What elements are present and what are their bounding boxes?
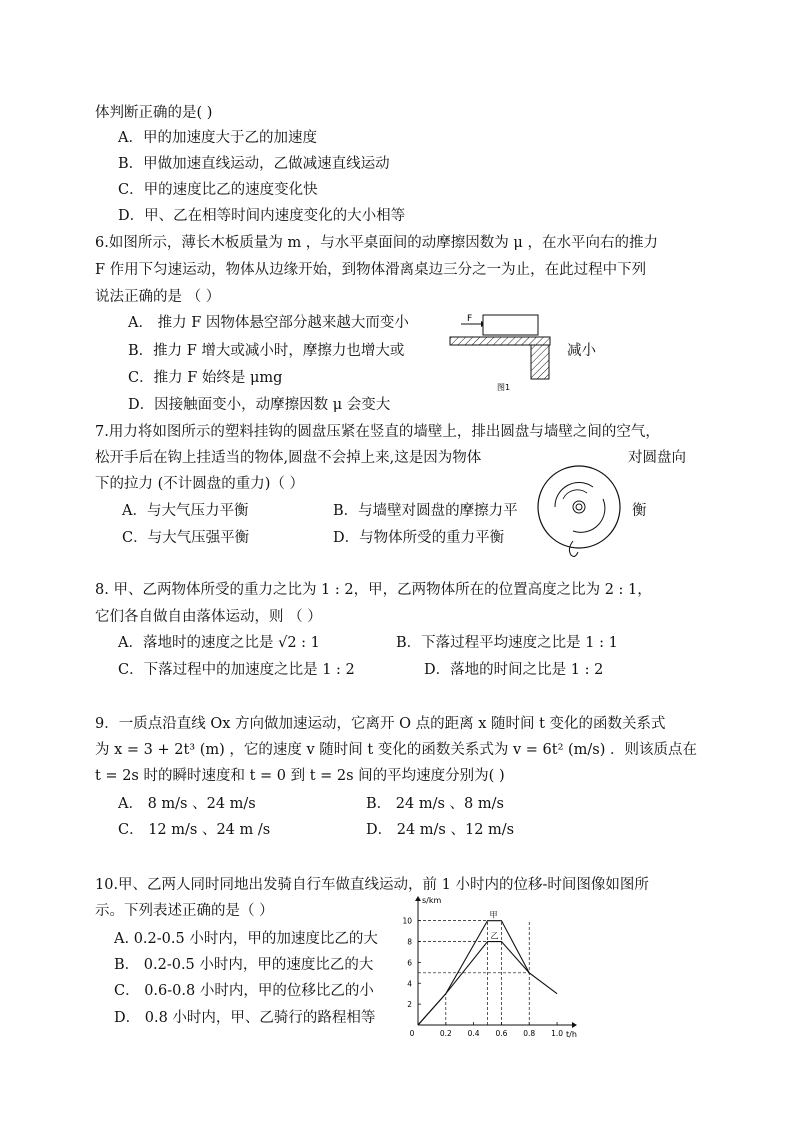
q6-figure <box>445 308 565 398</box>
q10-option-d: D． 0.8 小时内，甲、乙骑行的路程相等 <box>114 1010 376 1026</box>
q10-stem-line-2: 示。下列表述正确的是（ ） <box>95 903 274 919</box>
q8-stem-line-1: 8. 甲、乙两物体所受的重力之比为 1 : 2，甲，乙两物体所在的位置高度之比为 2 : 1， <box>95 582 652 598</box>
q8-option-a: A．落地时的速度之比是 √2 : 1 <box>118 635 320 651</box>
y-tick-label: 10 <box>402 916 412 926</box>
q6-option-b: B．推力 F 增大或减小时，摩擦力也增大或 <box>128 343 405 359</box>
q9-stem-line-3: t = 2s 时的瞬时速度和 t = 0 到 t = 2s 间的平均速度分别为( ) <box>95 768 505 784</box>
q7-stem-line-2b: 对圆盘向 <box>628 450 686 466</box>
q8-stem-line-2: 它们各自做自由落体运动，则 （ ） <box>95 609 322 625</box>
q10-option-b: B． 0.2-0.5 小时内，甲的速度比乙的大 <box>114 957 374 973</box>
q5-option-a: A．甲的加速度大于乙的加速度 <box>118 130 317 146</box>
q5-option-c: C．甲的速度比乙的速度变化快 <box>118 182 318 198</box>
x-axis-label: t/h <box>566 1030 577 1039</box>
q9-option-b: B． 24 m/s 、8 m/s <box>366 796 504 812</box>
origin-label: 0 <box>409 1029 415 1038</box>
q5-option-d: D．甲、乙在相等时间内速度变化的大小相等 <box>118 208 406 224</box>
q7-option-d: D．与物体所受的重力平衡 <box>333 530 505 546</box>
y-axis-label: s/km <box>422 896 442 905</box>
q6-option-b-tail: 减小 <box>567 343 596 359</box>
q7-suction-cup-figure <box>533 459 633 564</box>
q7-option-b: B．与墙壁对圆盘的摩擦力平 <box>333 503 518 519</box>
series-line-yi <box>418 942 529 1025</box>
q7-option-b-tail: 衡 <box>632 503 647 519</box>
series-label-yi: 乙 <box>490 931 499 941</box>
y-tick-label: 6 <box>407 958 412 968</box>
q6-stem-line-2: F 作用下匀速运动，物体从边缘开始，到物体滑离桌边三分之一为止，在此过程中下列 <box>95 262 647 278</box>
q7-stem-line-2a: 松开手后在钩上挂适当的物体,圆盘不会掉上来,这是因为物体 <box>95 450 482 466</box>
q9-option-c: C． 12 m/s 、24 m /s <box>118 822 271 838</box>
q8-option-c: C．下落过程中的加速度之比是 1 : 2 <box>118 662 355 678</box>
q10-option-c: C． 0.6-0.8 小时内，甲的位移比乙的小 <box>114 983 374 999</box>
y-tick-label: 4 <box>407 979 412 989</box>
x-tick-label: 0.4 <box>467 1029 480 1038</box>
q7-stem-line-3: 下的拉力 (不计圆盘的重力)（ ） <box>95 476 305 492</box>
q10-stem-line-1: 10.甲、乙两人同时同地出发骑自行车做直线运动，前 1 小时内的位移-时间图像如图所 <box>95 877 649 893</box>
q6-option-d: D．因接触面变小，动摩擦因数 μ 会变大 <box>128 397 391 413</box>
q7-option-c: C．与大气压强平衡 <box>122 530 250 546</box>
tabletop <box>450 337 550 345</box>
q6-stem-line-3: 说法正确的是 （ ） <box>95 289 221 305</box>
figure-caption: 图1 <box>497 383 511 392</box>
q6-option-a: A． 推力 F 因物体悬空部分越来越大而变小 <box>128 315 409 331</box>
force-label: F <box>467 314 473 324</box>
q6-option-c: C．推力 F 始终是 μmg <box>128 370 283 386</box>
y-axis-arrow <box>415 896 421 901</box>
table-leg <box>531 345 549 379</box>
y-tick-label: 2 <box>407 1000 412 1010</box>
x-tick-label: 0.8 <box>523 1029 536 1038</box>
q5-stem-tail: 体判断正确的是( ) <box>95 105 213 121</box>
q10-option-a: A. 0.2-0.5 小时内，甲的加速度比乙的大 <box>114 931 378 947</box>
q7-option-a: A．与大气压力平衡 <box>122 503 249 519</box>
q6-stem-line-1: 6.如图所示，薄长木板质量为 m ，与水平桌面间的动摩擦因数为 μ ，在水平向右的推力 <box>95 235 658 251</box>
x-axis-arrow <box>572 1022 577 1028</box>
q10-displacement-time-chart <box>396 893 586 1043</box>
x-tick-label: 0.2 <box>439 1029 452 1038</box>
q9-option-d: D． 24 m/s 、12 m/s <box>366 822 515 838</box>
q9-option-a: A． 8 m/s 、24 m/s <box>118 796 256 812</box>
q8-option-d: D．落地的时间之比是 1 : 2 <box>424 662 604 678</box>
q5-option-b: B．甲做加速直线运动，乙做减速直线运动 <box>118 156 390 172</box>
board <box>483 315 538 335</box>
q9-stem-line-2: 为 x = 3 + 2t³ (m) ，它的速度 v 随时间 t 变化的函数关系式为 v = 6t² (m/s) ．则该质点在 <box>95 742 697 758</box>
y-tick-label: 8 <box>407 937 412 947</box>
x-tick-label: 1.0 <box>551 1029 564 1038</box>
q8-option-b: B．下落过程平均速度之比是 1 : 1 <box>396 635 618 651</box>
hook-hub-inner <box>576 504 582 510</box>
q9-stem-line-1: 9．一质点沿直线 Ox 方向做加速运动，它离开 O 点的距离 x 随时间 t 变化的函数关系式 <box>95 716 666 732</box>
x-tick-label: 0.6 <box>495 1029 508 1038</box>
q7-stem-line-1: 7.用力将如图所示的塑料挂钩的圆盘压紧在竖直的墙壁上，排出圆盘与墙壁之间的空气， <box>95 424 660 440</box>
series-label-jia: 甲 <box>489 910 498 920</box>
